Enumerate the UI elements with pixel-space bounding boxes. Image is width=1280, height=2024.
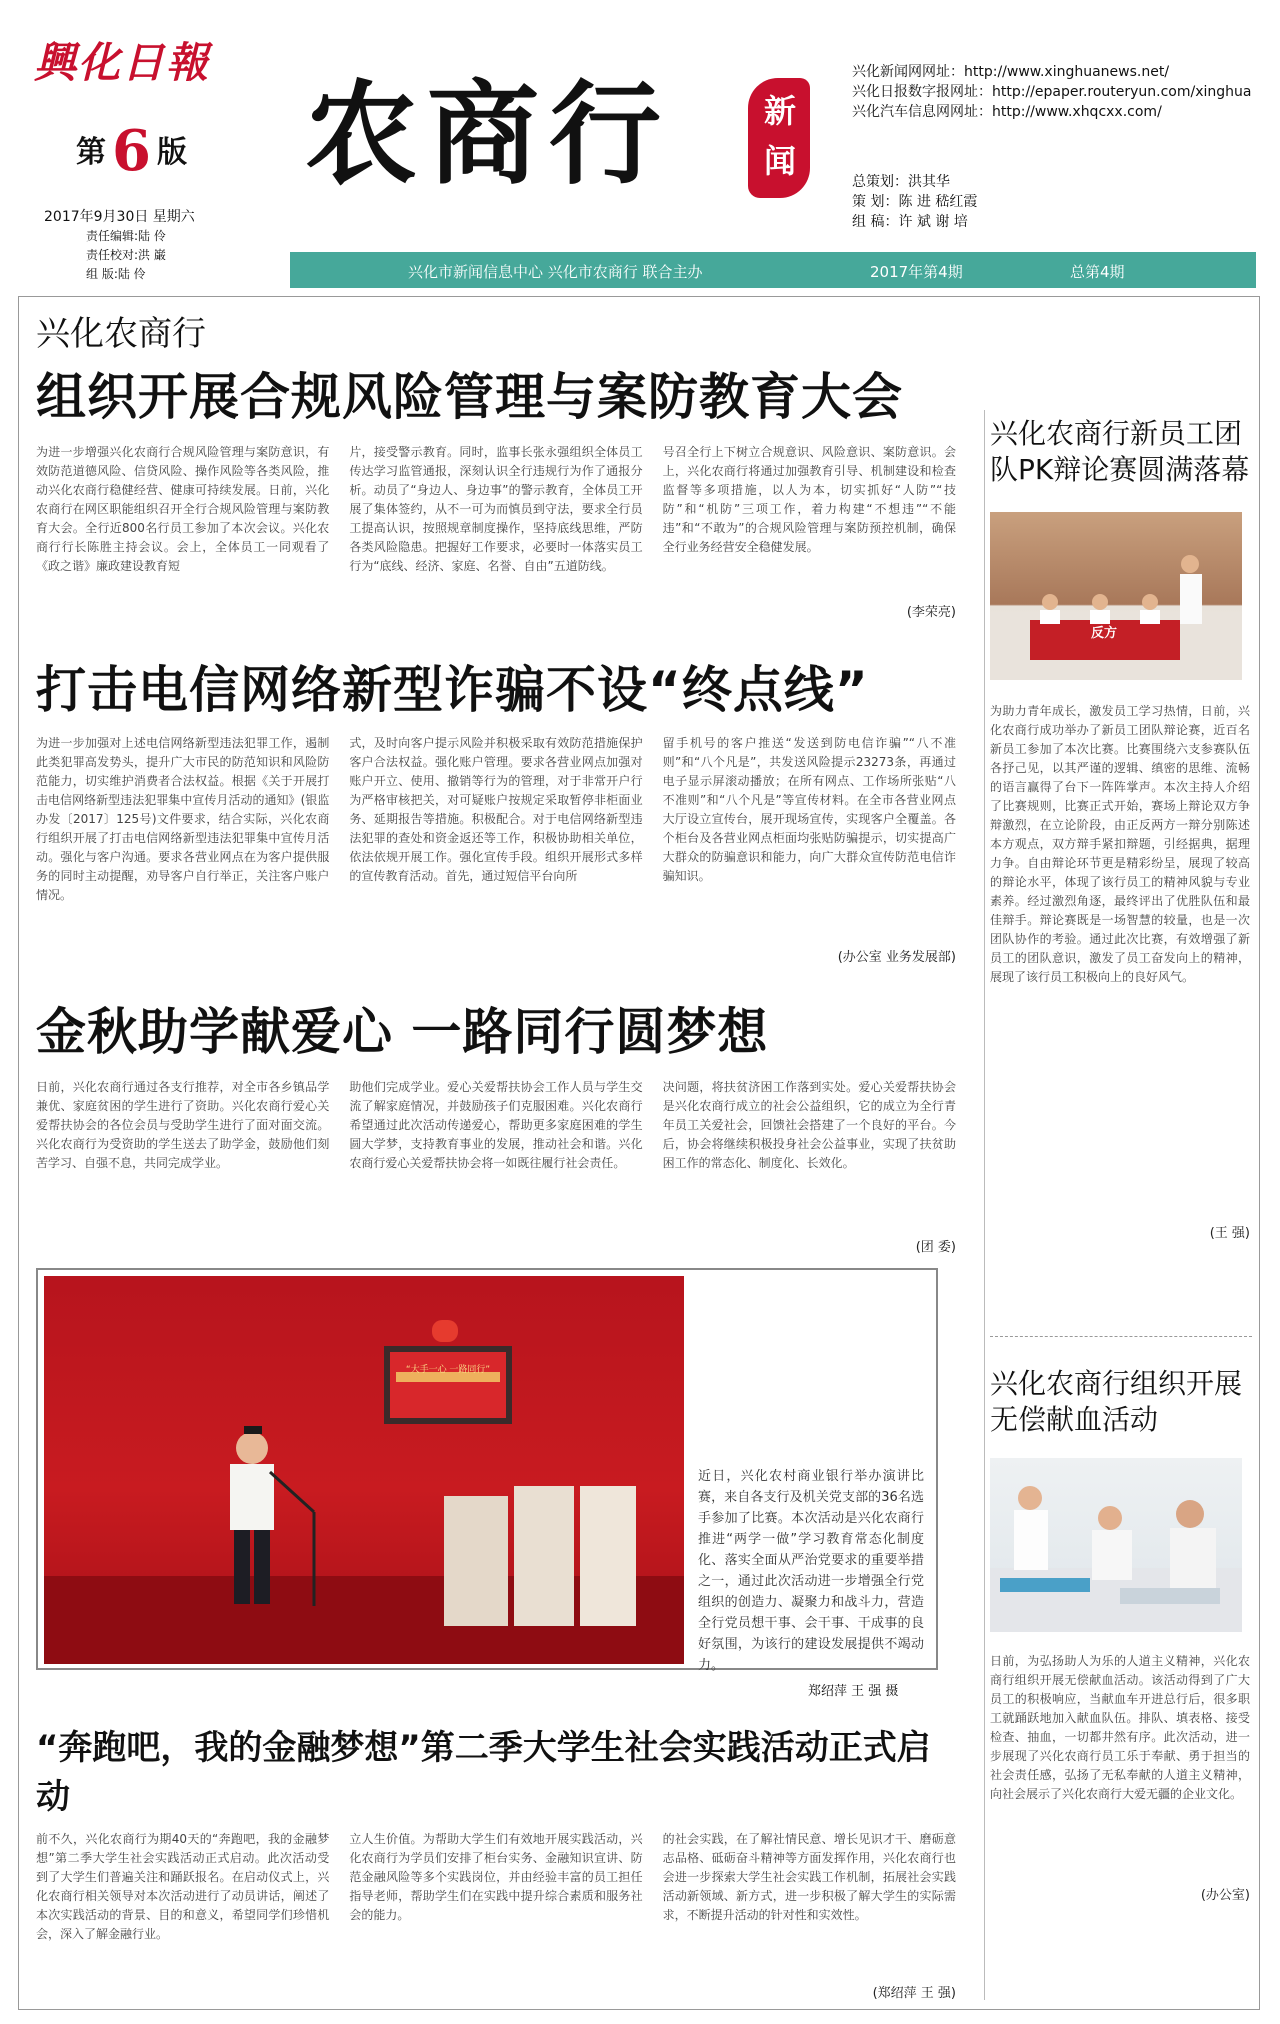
credit-line: 策 划：陈 进 嵇红霞	[852, 194, 978, 210]
edition-prefix: 第	[76, 135, 106, 170]
article-body	[36, 1830, 956, 2002]
article-compliance	[36, 306, 956, 620]
url-line[interactable]: 兴化日报数字报网址：http://epaper.routeryun.com/xinghua	[852, 84, 1252, 100]
debate-photo-illustration	[990, 512, 1242, 680]
speech-contest-photo	[44, 1276, 684, 1664]
article-signature: (郑绍萍 王 强)	[872, 1986, 956, 2001]
banner-organizers: 兴化市新闻信息中心 兴化市农商行 联合主办	[408, 263, 703, 281]
seal-text: 新闻	[764, 92, 797, 180]
column-divider	[984, 410, 985, 2000]
body-column: 为进一步增强兴化农商行合规风险管理与案防意识，有效防范道德风险、信贷风险、操作风险等各类风险，推动兴化农商行稳健经营、健康可持续发展。日前，兴化农商行在网区职能组织召开全行合规风险管理与案防教育大会。全行近800名行员工参加了本次会议。兴化农商行行长陈胜主持会议。会上，全体员工一同观看了《政之谐》廉政建设教育短	[36, 445, 330, 573]
url-line[interactable]: 兴化汽车信息网网址：http://www.xhqcxx.com/	[852, 104, 1162, 120]
article-headline: 金秋助学献爱心 一路同行圆梦想	[36, 1003, 769, 1061]
body-column: 式，及时向客户提示风险并积极采取有效防范措施保护客户合法权益。强化账户管理。要求各营业网点加强对账户开立、使用、撤销等行为的管理，对于非常开户行为严格审核把关，对可疑账户按规定采取暂停非柜面业务、延期报告等措施。积极配合。对于电信网络新型违法犯罪的查处和资金返还等工作，积极协助相关单位，依法依规开展工作。强化宣传手段。组织开展形式多样的宣传教育活动。首先，通过短信平台向所	[349, 736, 643, 883]
body-column: 日前，兴化农商行通过各支行推荐，对全市各乡镇品学兼优、家庭贫困的学生进行了资助。兴化农商行爱心关爱帮扶协会的各位会员与受助学生进行了面对面交流。兴化农商行为受资助的学生送去了助学金，鼓励他们刻苦学习、自强不息，共同完成学业。	[36, 1080, 330, 1170]
issue-date: 2017年9月30日 星期六	[44, 209, 195, 225]
side-body: 日前，为弘扬助人为乐的人道主义精神，兴化农商行组织开展无偿献血活动。该活动得到了广大员工的积极响应，当献血车开进总行后，很多职工就踊跃地加入献血队伍。排队、填表格、接受检查、抽血，一切都井然有序。此次活动，进一步展现了兴化农商行员工乐于奉献、勇于担当的社会责任感，弘扬了无私奉献的人道主义精神，向社会展示了兴化农商行大爱无疆的企业文化。	[990, 1654, 1250, 1801]
edition-number: 6	[112, 118, 151, 184]
staff-list	[86, 227, 166, 284]
staff-layout: 组 版:陆 伶	[86, 267, 146, 281]
edition-suffix: 版	[156, 135, 187, 170]
article-body	[36, 443, 956, 621]
side-separator	[990, 1336, 1252, 1337]
body-column: 助他们完成学业。爱心关爱帮扶协会工作人员与学生交流了解家庭情况，并鼓励孩子们克服困难。兴化农商行希望通过此次活动传递爱心，帮助更多家庭困难的学生圆大学梦，支持教育事业的发展，推动社会和谐。兴化农商行爱心关爱帮扶协会将一如既往履行社会责任。	[349, 1080, 643, 1170]
body-column: 立人生价值。为帮助大学生们有效地开展实践活动，兴化农商行为学员们安排了柜台实务、金融知识宣讲、防范金融风险等多个实践岗位，并由经验丰富的员工担任指导老师，帮助学生们在实践中提升综合素质和服务社会的能力。	[349, 1832, 643, 1922]
article-kicker: 兴化农商行	[36, 314, 206, 354]
page-title: 农商行	[305, 69, 671, 200]
photo-screen-text: “大手一心 一路同行”	[405, 1365, 491, 1375]
body-column: 片，接受警示教育。同时，监事长张永强组织全体员工传达学习监管通报，深刻认识全行违规行为作了通报分析。动员了“身边人、身边事”的警示教育，全体员工开展了集体签约，从不一可为而慎员到守法，要求全行员工提高认识，按照规章制度操作，坚持底线思维，严防各类风险隐患。把握好工作要求，必要时一体落实员工行为“底线、经济、家庭、名誉、自由”五道防线。	[349, 445, 643, 573]
article-signature: (李荣亮)	[906, 605, 956, 620]
side-signature: (办公室)	[1200, 1888, 1250, 1903]
article-headline: 组织开展合规风险管理与案防教育大会	[36, 368, 903, 426]
credit-line: 组 稿：许 斌 谢 培	[852, 214, 968, 230]
banner-total: 总第4期	[1070, 263, 1125, 281]
article-student-practice	[36, 1720, 956, 2001]
staff-proofreader: 责任校对:洪 巌	[86, 248, 166, 262]
body-column: 为进一步加强对上述电信网络新型违法犯罪工作，遏制此类犯罪高发势头，提升广大市民的防范知识和风险防范能力，切实维护消费者合法权益。根据《关于开展打击电信网络新型违法犯罪集中宣传月活动的通知》(银监办发〔2017〕125号)文件要求，结合实际，兴化农商行组织开展了打击电信网络新型违法犯罪集中宣传月活动。强化与客户沟通。要求各营业网点在为客户提供服务的同时主动提醒，劝导客户自行举正，关注客户账户情况。	[36, 736, 330, 902]
staff-editor: 责任编辑:陆 伶	[86, 229, 166, 243]
article-telecom-fraud	[36, 650, 956, 965]
article-headline: 打击电信网络新型诈骗不设“终点线”	[36, 661, 869, 719]
newspaper-logo: 興化日報	[34, 38, 211, 87]
side-headline: 兴化农商行新员工团队PK辩论赛圆满落幕	[990, 417, 1250, 486]
planning-credits	[852, 172, 977, 232]
debate-photo	[990, 512, 1242, 680]
article-headline: “奔跑吧，我的金融梦想”第二季大学生社会实践活动正式启动	[36, 1728, 931, 1817]
side-body: 为助力青年成长，激发员工学习热情，日前，兴化农商行成功举办了新员工团队辩论赛，近百名新员工参加了本次比赛。比赛围绕六支参赛队伍各抒己见，以其严谨的逻辑、缜密的思维、流畅的语言赢得了台下一阵阵掌声。本次主持人介绍了比赛规则，比赛正式开始，赛场上辩论双方争辩激烈，在立论阶段，由正反两方一辩分别陈述本方观点，双方辩手紧扣辩题，引经据典，据理力争。自由辩论环节更是精彩纷呈，展现了较高的辩论水平，体现了该行员工的精神风貌与专业素养。经过激烈角逐，最终评出了优胜队伍和最佳辩手。辩论赛既是一场智慧的较量，也是一次团队协作的考验。通过此次比赛，有效增强了新员工的团队意识，激发了员工奋发向上的精神，展现了该行员工积极向上的良好风气。	[990, 704, 1250, 984]
edition-label	[76, 118, 187, 184]
body-column: 决问题，将扶贫济困工作落到实处。爱心关爱帮扶协会是兴化农商行成立的社会公益组织，它的成立为全行青年员工关爱社会，回馈社会搭建了一个良好的平台。今后，协会将继续积极投身社会公益事业，实现了扶贫助困工作的常态化、制度化、长效化。	[662, 1080, 956, 1170]
article-body	[36, 1078, 956, 1256]
article-scholarship	[36, 992, 956, 1255]
news-seal	[748, 78, 810, 198]
blood-photo-illustration	[990, 1458, 1242, 1632]
url-line[interactable]: 兴化新闻网网址：http://www.xinghuanews.net/	[852, 64, 1170, 80]
article-signature: (团 委)	[915, 1240, 956, 1255]
side-headline: 兴化农商行组织开展无偿献血活动	[990, 1367, 1243, 1436]
website-urls	[852, 62, 1252, 122]
photo-illustration	[44, 1276, 684, 1664]
debate-banner-text: 反方	[1090, 626, 1117, 641]
article-body	[36, 734, 956, 966]
body-column: 留手机号的客户推送“发送到防电信诈骗”“八不准则”和“八个凡是”，共发送风险提示23273条，再通过电子显示屏滚动播放；在所有网点、工作场所张贴“八不准则”和“八个凡是”等宣传材料。在全市各营业网点大厅设立宣传台，展开现场宣传，实现客户全覆盖。各个柜台及各营业网点柜面均张贴防骗提示，切实提高广大群众的防骗意识和能力，向广大群众宣传防范电信诈骗知识。	[662, 736, 956, 883]
body-column: 的社会实践，在了解社情民意、增长见识才干、磨砺意志品格、砥砺奋斗精神等方面发挥作用，兴化农商行也会进一步探索大学生社会实践工作机制，拓展社会实践活动新领域、新方式，进一步积极了解大学生的实际需求，不断提升活动的针对性和实效性。	[662, 1832, 956, 1922]
photo-caption: 近日，兴化农村商业银行举办演讲比赛，来自各支行及机关党支部的36名选手参加了比赛。本次活动是兴化农商行推进“两学一做”学习教育常态化制度化、落实全面从严治党要求的重要举措之一，通过此次活动进一步增强全行党组织的创造力、凝聚力和战斗力，营造全行党员想干事、会干事、干成事的良好氛围，为该行的建设发展提供不竭动力。	[698, 1469, 924, 1673]
blood-donation-photo	[990, 1458, 1242, 1632]
side-article-debate	[990, 416, 1250, 1241]
credit-line: 总策划：洪其华	[852, 174, 950, 190]
body-column: 号召全行上下树立合规意识、风险意识、案防意识。会上，兴化农商行将通过加强教育引导、机制建设和检查监督等多项措施，以人为本，切实抓好“人防”“技防”和“机防”三项工作，着力构建“不想违”“不能违”和“不敢为”的合规风险管理与案防预控机制，确保全行业务经营安全稳健发展。	[662, 445, 956, 554]
photo-credit: 郑绍萍 王 强 摄	[808, 1684, 899, 1699]
side-signature: (王 强)	[1209, 1226, 1250, 1241]
organizer-banner	[290, 252, 1256, 288]
article-signature: (办公室 业务发展部)	[837, 950, 956, 965]
banner-issue: 2017年第4期	[870, 263, 963, 281]
body-column: 前不久，兴化农商行为期40天的“奔跑吧，我的金融梦想”第二季大学生社会实践活动正式启动。此次活动受到了大学生们普遍关注和踊跃报名。在启动仪式上，兴化农商行相关领导对本次活动进行了动员讲话，阐述了本次实践活动的背景、目的和意义，希望同学们珍惜机会，深入了解金融行业。	[36, 1832, 330, 1941]
side-article-blood	[990, 1366, 1250, 1903]
